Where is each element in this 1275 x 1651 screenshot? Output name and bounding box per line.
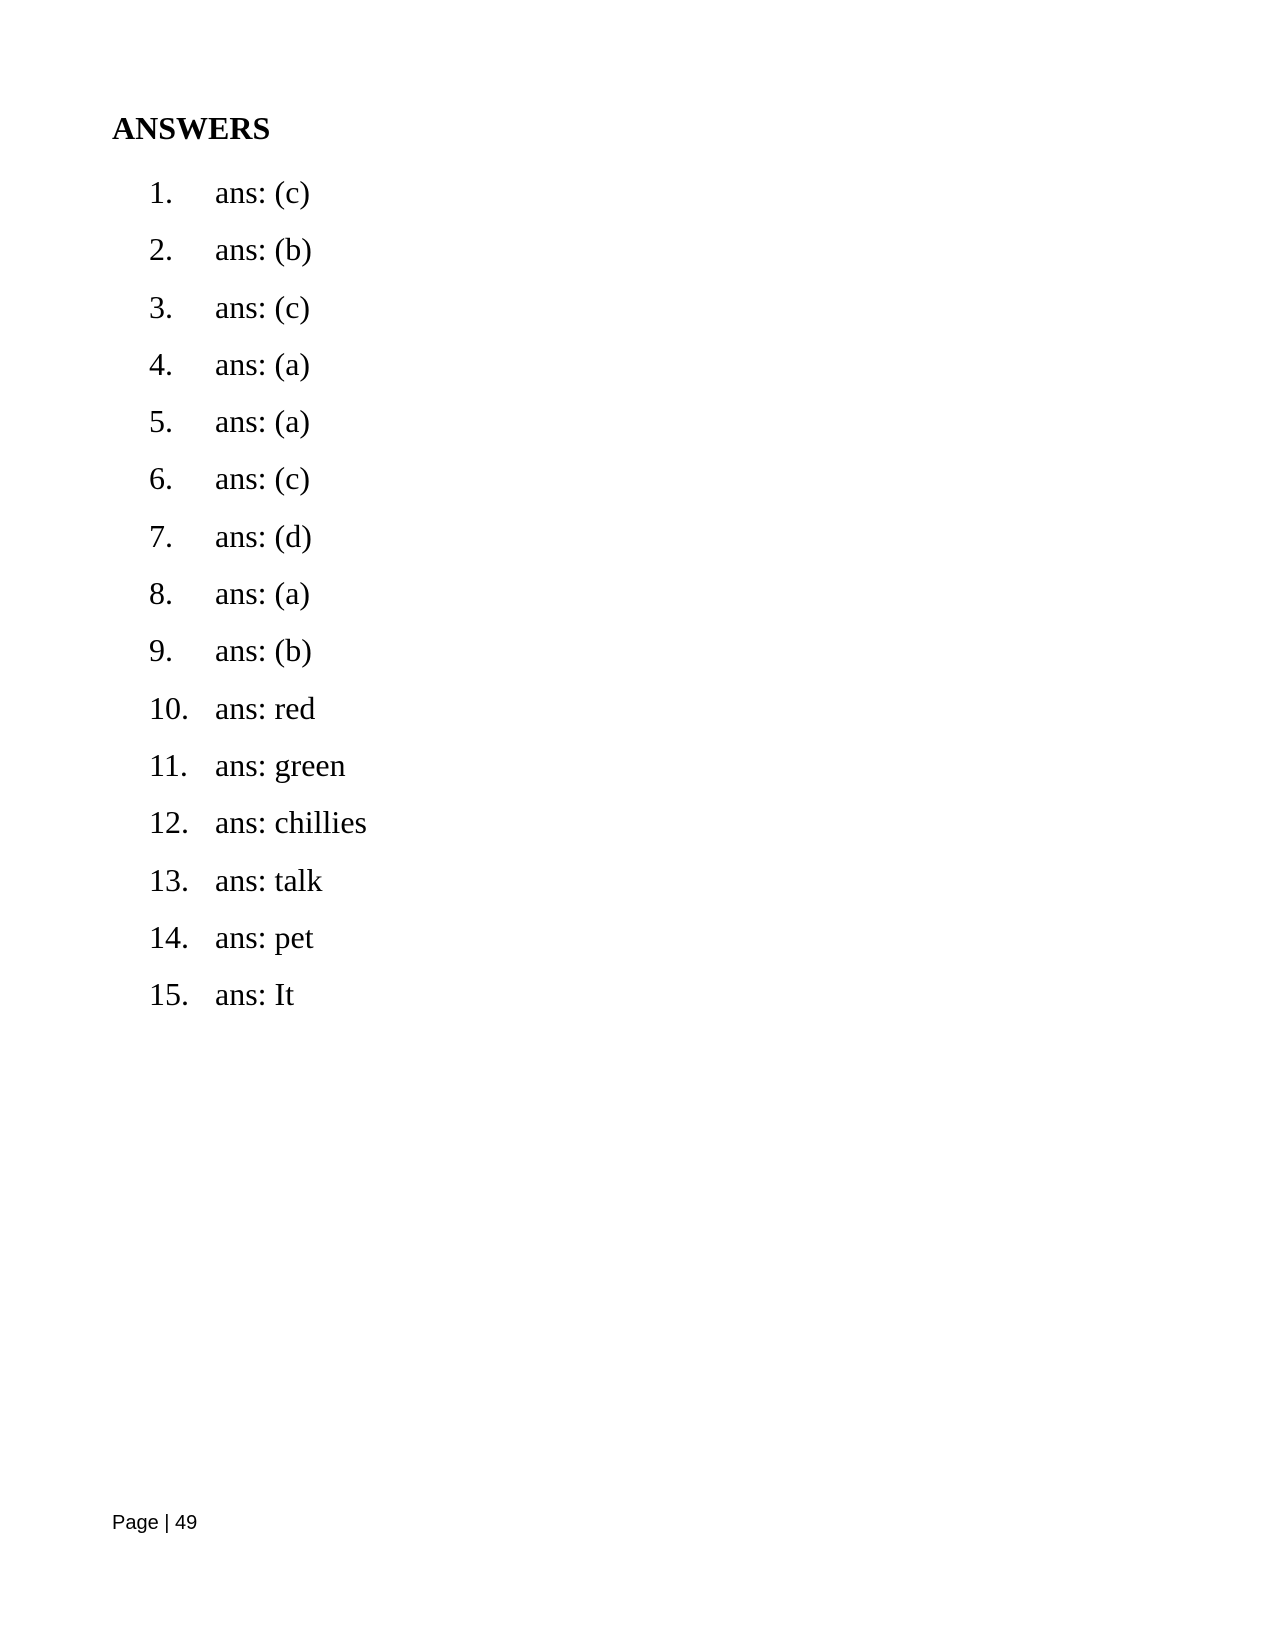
answer-text: ans: (a) — [215, 345, 311, 382]
answer-number: 5. — [149, 403, 173, 440]
answer-text: ans: pet — [215, 918, 314, 955]
answer-number: 10. — [149, 689, 189, 726]
answer-item — [149, 688, 367, 745]
answer-text: ans: (c) — [215, 460, 311, 497]
answer-item — [149, 516, 367, 573]
answer-text: ans: (d) — [215, 517, 312, 554]
answer-number: 11. — [149, 746, 188, 783]
answer-number: 8. — [149, 575, 173, 612]
answer-text: ans: (b) — [215, 632, 312, 669]
answer-number: 9. — [149, 632, 173, 669]
answer-text: ans: chillies — [215, 804, 367, 841]
answer-text: ans: (b) — [215, 231, 312, 268]
answer-item — [149, 630, 367, 687]
answer-item — [149, 573, 367, 630]
answer-item — [149, 458, 367, 515]
answer-text: ans: (a) — [215, 403, 311, 440]
answer-number: 2. — [149, 231, 173, 268]
answer-item — [149, 745, 367, 802]
answer-text: ans: It — [215, 976, 295, 1013]
answer-item — [149, 802, 367, 859]
answer-number: 7. — [149, 517, 173, 554]
answer-number: 1. — [149, 174, 173, 210]
page-heading: ANSWERS — [112, 110, 271, 146]
answer-text: ans: (c) — [215, 174, 311, 210]
answer-item — [149, 401, 367, 458]
answer-item — [149, 172, 367, 229]
answer-text: ans: (a) — [215, 575, 311, 612]
page-footer: Page | 49 — [112, 1512, 198, 1534]
answer-number: 6. — [149, 460, 173, 497]
answer-text: ans: (c) — [215, 288, 311, 325]
answer-item — [149, 344, 367, 401]
answer-number: 15. — [149, 976, 189, 1013]
answer-text: ans: green — [215, 746, 346, 783]
answer-item — [149, 860, 367, 917]
answer-number: 14. — [149, 918, 189, 955]
answer-text: ans: red — [215, 689, 316, 726]
answer-item — [149, 917, 367, 974]
answer-number: 3. — [149, 288, 173, 325]
answer-text: ans: talk — [215, 861, 323, 898]
answer-number: 13. — [149, 861, 189, 898]
answer-item — [149, 974, 367, 1031]
answer-number: 4. — [149, 345, 173, 382]
answer-item — [149, 229, 367, 286]
answer-item — [149, 287, 367, 344]
answer-list — [149, 172, 367, 1031]
answer-number: 12. — [149, 804, 189, 841]
